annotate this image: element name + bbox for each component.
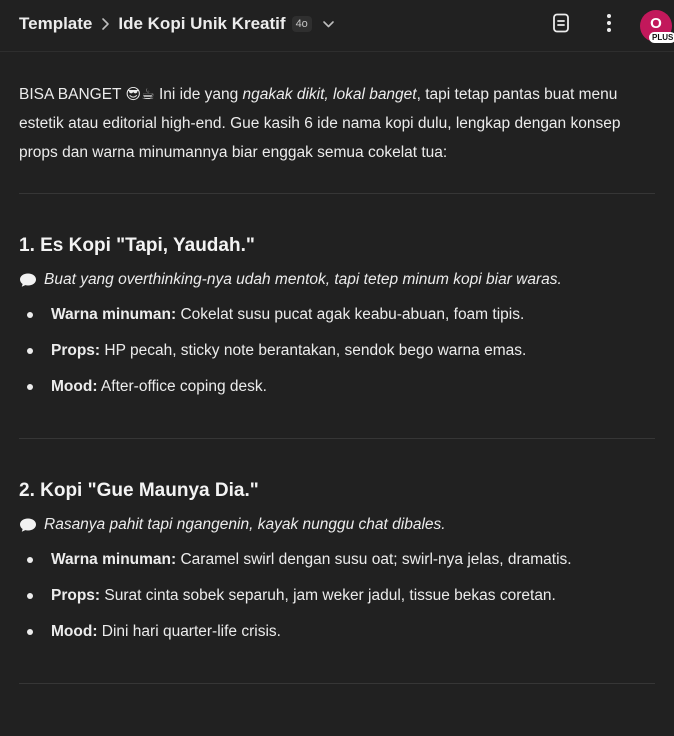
detail-list — [19, 542, 655, 650]
chat-title[interactable]: Ide Kopi Unik Kreatif — [118, 14, 286, 33]
list-item — [19, 333, 655, 369]
intro-text: Ini ide yang — [158, 86, 243, 103]
item-text: HP pecah, sticky note berantakan, sendok bego warna emas. — [100, 342, 527, 359]
assistant-message — [19, 80, 655, 684]
chevron-down-icon[interactable] — [322, 20, 335, 29]
plan-badge: PLUS — [649, 32, 674, 43]
item-text: Cokelat susu pucat agak keabu-abuan, foam tipis. — [176, 306, 525, 323]
emoji-sunglasses-coffee: 😎☕ — [125, 86, 155, 103]
tagline-text: Rasanya pahit tapi ngangenin, kayak nunggu chat dibales. — [44, 516, 446, 533]
tagline-text: Buat yang overthinking-nya udah mentok, tapi tetep minum kopi biar waras. — [44, 271, 562, 288]
divider — [19, 438, 655, 439]
top-bar — [0, 0, 674, 52]
item-label: Mood: — [51, 378, 98, 395]
item-text: Caramel swirl dengan susu oat; swirl-nya jelas, dramatis. — [176, 551, 572, 568]
item-text: Surat cinta sobek separuh, jam weker jadul, tissue bekas coretan. — [100, 587, 556, 604]
section-title: 2. Kopi "Gue Maunya Dia." — [19, 480, 259, 501]
section-tagline — [19, 512, 655, 538]
document-button[interactable] — [548, 12, 574, 38]
list-item — [19, 542, 655, 578]
speech-bubble-icon — [19, 517, 37, 533]
item-label: Props: — [51, 587, 101, 604]
intro-italic: ngakak dikit, lokal banget — [242, 86, 417, 103]
avatar-initial: O — [650, 15, 662, 32]
intro-paragraph — [19, 80, 655, 167]
document-icon — [552, 13, 570, 38]
divider — [19, 193, 655, 194]
chevron-right-icon — [101, 17, 110, 31]
speech-bubble-icon — [19, 272, 37, 288]
item-label: Warna minuman: — [51, 551, 177, 568]
project-link[interactable]: Template — [19, 14, 93, 33]
intro-text-rest: , tapi tetap pantas buat menu estetik atau editorial high-end. Gue kasih 6 ide nama kopi dulu, lengkap dengan konsep props dan warna minumannya biar enggak semua cokelat tua: — [19, 86, 621, 161]
more-options-button[interactable] — [596, 12, 622, 38]
item-label: Warna minuman: — [51, 306, 177, 323]
item-text: After-office coping desk. — [97, 378, 267, 395]
list-item — [19, 297, 655, 333]
more-vertical-icon — [606, 13, 612, 38]
list-item — [19, 578, 655, 614]
section-title: 1. Es Kopi "Tapi, Yaudah." — [19, 235, 255, 256]
breadcrumb — [19, 14, 335, 34]
list-item — [19, 614, 655, 650]
divider — [19, 683, 655, 684]
model-badge[interactable]: 4o — [292, 16, 312, 32]
intro-prefix: BISA BANGET — [19, 86, 122, 103]
item-label: Mood: — [51, 623, 98, 640]
item-text: Dini hari quarter-life crisis. — [97, 623, 281, 640]
section-tagline — [19, 267, 655, 293]
item-label: Props: — [51, 342, 101, 359]
list-item — [19, 369, 655, 405]
detail-list — [19, 297, 655, 405]
